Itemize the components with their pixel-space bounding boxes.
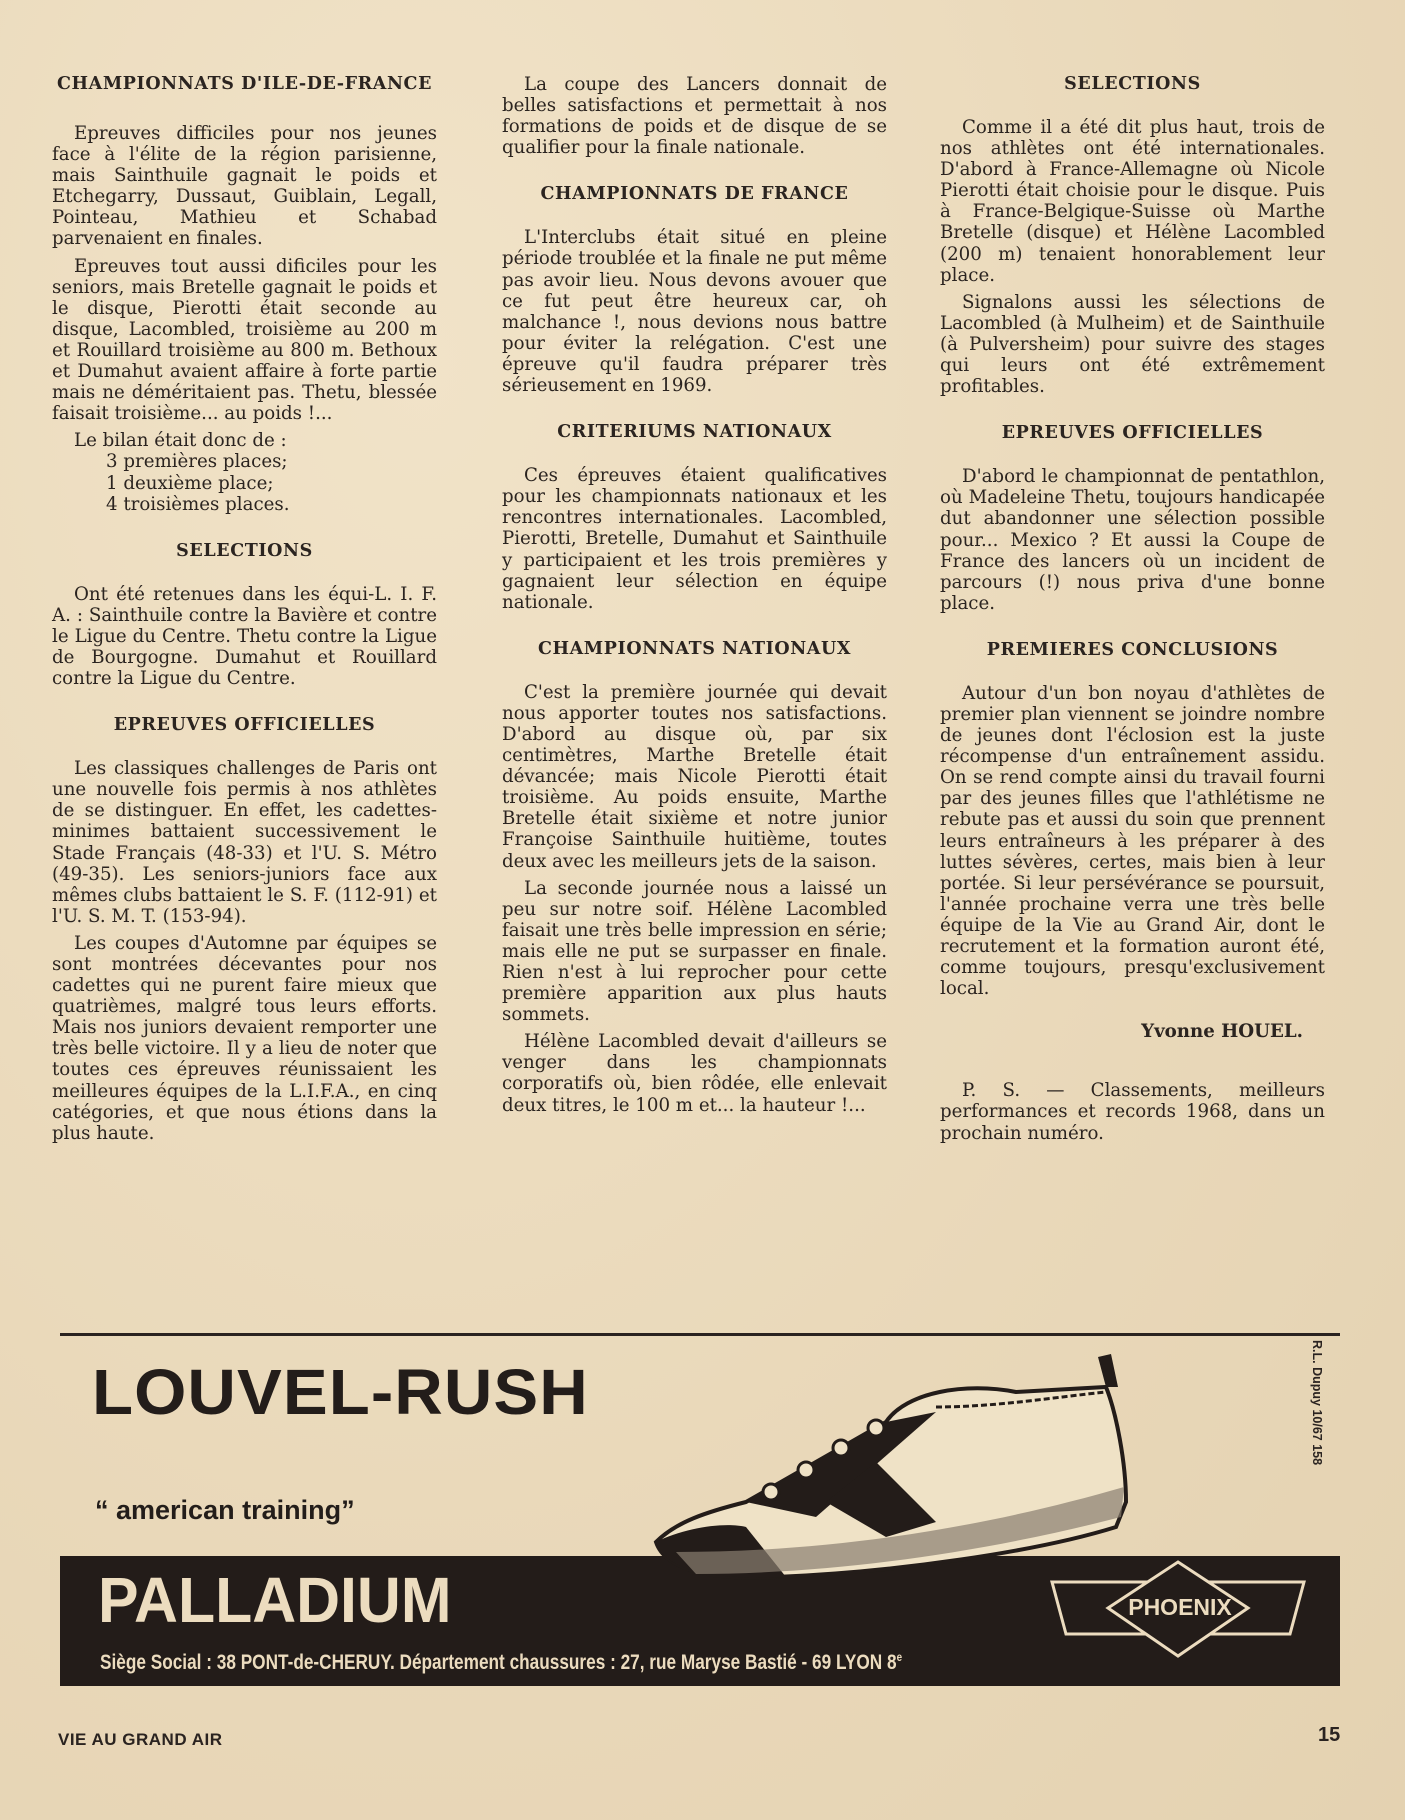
paragraph: Epreuves tout aussi dificiles pour les seniors, mais Bretelle gagnait le poids et le disque, Pierotti était seconde au disque, Lacombled, troisième au 200 m et Rouillard troisième au 800 m. Bethoux et Dumahut avaient affaire à forte partie mais ne déméritaient pas. Thetu, blessée faisait troisième... au poids !... xyxy=(52,255,437,425)
ad-tagline: “ american training” xyxy=(95,1495,355,1525)
section-heading: CRITERIUMS NATIONAUX xyxy=(557,422,832,443)
section-heading: EPREUVES OFFICIELLES xyxy=(1001,423,1264,444)
section-heading: EPREUVES OFFICIELLES xyxy=(113,715,376,736)
article-column-2 xyxy=(502,74,887,1122)
ad-logo-text: PHOENIX xyxy=(1128,1594,1232,1620)
ad-address xyxy=(100,1650,902,1675)
sneaker-illustration-icon xyxy=(636,1352,1166,1582)
section-heading: SELECTIONS xyxy=(1064,74,1201,94)
paragraph: Autour d'un bon noyau d'athlètes de premier plan viennent se joindre nombre de jeunes dont l'éclosion est la juste récompense d'un entraînement assidu. On se rend compte ainsi du travail fourni par des jeunes filles que l'athlétisme ne rebute pas et aussi du soin que prennent leurs entraîneurs à les préparer à des luttes sévères, certes, mais bien à leur portée. Si leur persévérance se poursuit, l'année prochaine verra une très belle équipe de la Vie au Grand Air, dont le recrutement et la formation auront été, comme toujours, presqu'exclusivement local. xyxy=(940,682,1325,1000)
ad-address-sup: e xyxy=(896,1650,903,1664)
article-column-3 xyxy=(940,74,1325,1150)
ad-brand-name: LOUVEL-RUSH xyxy=(92,1356,589,1428)
paragraph: Hélène Lacombled devait d'ailleurs se venger dans les championnats corporatifs où, bien rôdée, elle enlevait deux titres, le 100 m et... la hauteur !... xyxy=(502,1031,887,1116)
ad-maker-name: PALLADIUM xyxy=(98,1564,452,1636)
list-item: 1 deuxième place; xyxy=(106,472,274,494)
section-heading: CHAMPIONNATS D'ILE-DE-FRANCE xyxy=(56,74,433,94)
paragraph: Ont été retenues dans les équi-L. I. F. A. : Sainthuile contre la Bavière et contre le Ligue du Centre. Thetu contre la Ligue de Bourgogne. Dumahut et Rouillard contre la Ligue du Centre. xyxy=(52,583,437,690)
paragraph: La seconde journée nous a laissé un peu sur notre soif. Hélène Lacombled faisait une très belle impression en série; mais elle ne put se surpasser en finale. Rien n'est à lui reprocher pour cette première apparition aux plus hauts sommets. xyxy=(502,877,887,1026)
paragraph: Les classiques challenges de Paris ont une nouvelle fois permis à nos athlètes de se distinguer. En effet, les cadettes-minimes battaient successivement le Stade Français (48-33) et l'U. S. Métro (49-35). Les seniors-juniors face aux mêmes clubs battaient le S. F. (112-91) et l'U. S. M. T. (153-94). xyxy=(52,758,437,927)
author-signature: Yvonne HOUEL. xyxy=(1141,1021,1303,1043)
paragraph: Epreuves difficiles pour nos jeunes face à l'élite de la région parisienne, mais Sainthuile gagnait le poids et Etchegarry, Dussaut, Guiblain, Legall, Pointeau, Mathieu et Schabad parvenaient en finales. xyxy=(52,123,437,250)
results-list xyxy=(52,451,437,514)
paragraph: C'est la première journée qui devait nous apporter toutes nos satisfactions. D'abord au disque où, par six centimètres, Marthe Bretelle était dévancée; mais Nicole Pierotti était troisième. Au poids ensuite, Marthe Bretelle était sixième et notre junior Françoise Sainthuile huitième, toutes deux avec les meilleurs jets de la saison. xyxy=(502,681,887,872)
paragraph: Le bilan était donc de : xyxy=(74,430,287,452)
section-heading: SELECTIONS xyxy=(176,540,313,561)
section-heading: PREMIERES CONCLUSIONS xyxy=(986,639,1279,660)
section-heading: CHAMPIONNATS DE FRANCE xyxy=(540,184,849,205)
paragraph: Signalons aussi les sélections de Lacombled (à Mulheim) et de Sainthuile (à Pulversheim) pour suivre des stages qui leurs ont été extrêmement profitables. xyxy=(940,291,1325,398)
list-item: 3 premières places; xyxy=(106,451,288,473)
postscript: P. S. — Classements, meilleurs performances et records 1968, dans un prochain numéro. xyxy=(940,1080,1325,1144)
section-heading: CHAMPIONNATS NATIONAUX xyxy=(537,638,852,659)
article-column-1 xyxy=(52,74,437,1150)
ad-credit: R.L. Dupuy 10/67 158 xyxy=(1310,1340,1324,1466)
publication-name: VIE AU GRAND AIR xyxy=(58,1730,223,1749)
paragraph: Comme il a été dit plus haut, trois de nos athlètes ont été internationales. D'abord à France-Allemagne où Nicole Pierotti était choisie pour le disque. Puis à France-Belgique-Suisse où Marthe Bretelle (disque) et Hélène Lacombled (200 m) tenaient honorablement leur place. xyxy=(940,117,1325,286)
paragraph: Les coupes d'Automne par équipes se sont montrées décevantes pour nos cadettes qui ne purent faire mieux que quatrièmes, malgré tous leurs efforts. Mais nos juniors devaient remporter une très belle victoire. Il y a lieu de noter que toutes ces épreuves réunissaient les meilleures équipes de la L.I.F.A., en cinq catégories, et que nous étions dans la plus haute. xyxy=(52,932,437,1144)
page-number: 15 xyxy=(1318,1724,1341,1746)
paragraph: Ces épreuves étaient qualificatives pour les championnats nationaux et les rencontres internationales. Lacombled, Pierotti, Bretelle, Dumahut et Sainthuile y participaient et les trois premières y gagnaient leur sélection en équipe nationale. xyxy=(502,465,887,613)
ad-address-text: Siège Social : 38 PONT-de-CHERUY. Département chaussures : 27, rue Maryse Bastié - 69 LYON 8 xyxy=(100,1651,897,1674)
list-item: 4 troisièmes places. xyxy=(106,493,290,515)
paragraph: D'abord le championnat de pentathlon, où Madeleine Thetu, toujours handicapée dut abandonner une sélection possible pour... Mexico ? Et aussi la Coupe de France des lancers où un incident de parcours (!) nous priva d'une bonne place. xyxy=(940,466,1325,614)
ad-divider xyxy=(60,1333,1340,1336)
paragraph: L'Interclubs était situé en pleine période troublée et la finale ne put même pas avoir lieu. Nous devons avouer que ce fut peut être heureux car, oh malchance !, nous devions nous battre pour éviter la relégation. C'est une épreuve qu'il faudra préparer très sérieusement en 1969. xyxy=(502,227,887,397)
paragraph: La coupe des Lancers donnait de belles satisfactions et permettait à nos formations de poids et de disque de se qualifier pour la finale nationale. xyxy=(502,74,887,159)
